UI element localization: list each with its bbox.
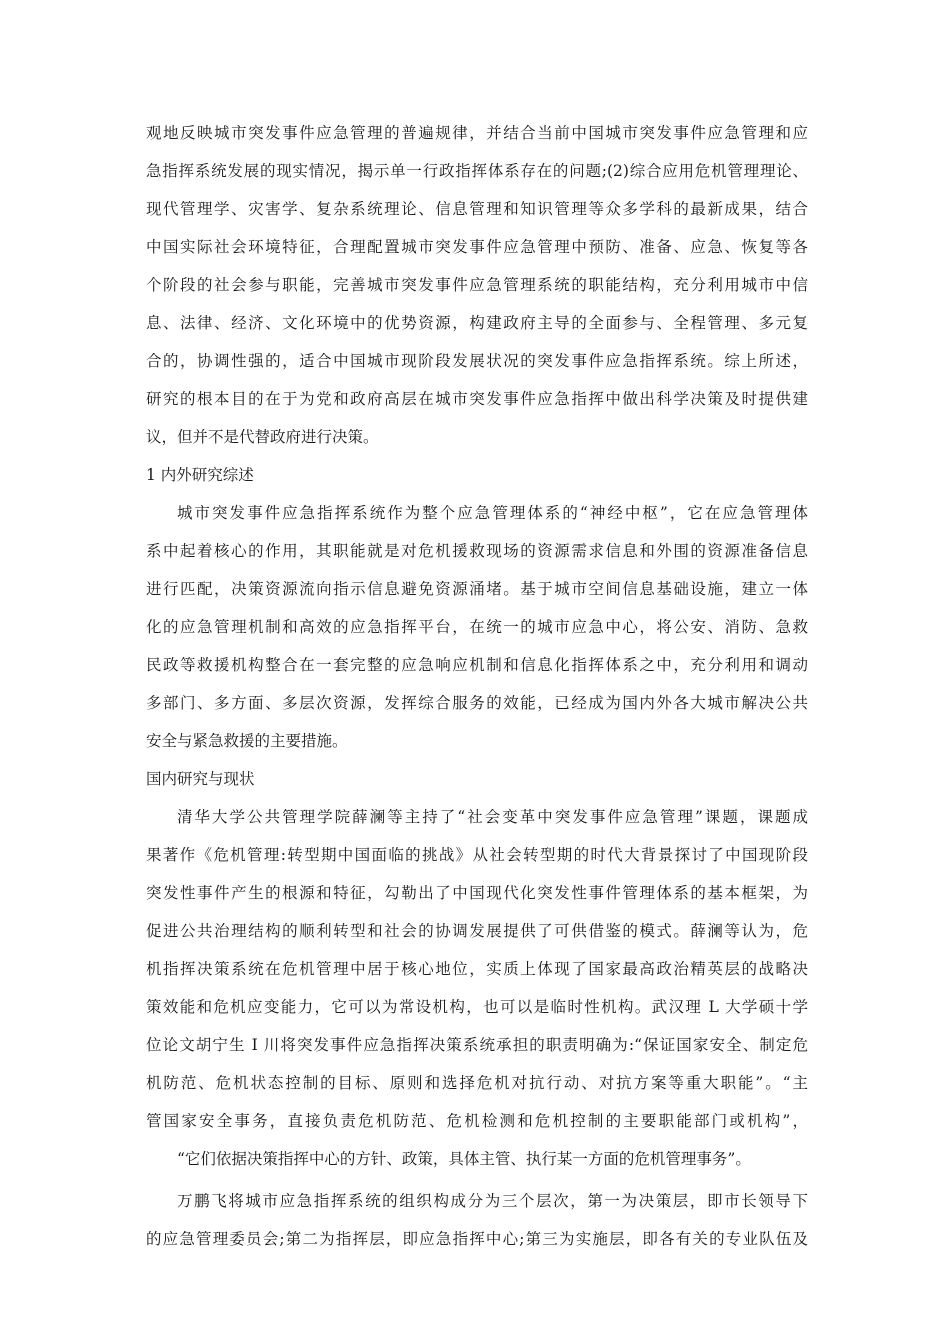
- document-body: [146, 114, 808, 1258]
- text-line: 现代管理学、灾害学、复杂系统理论、信息管理和知识管理等众多学科的最新成果，结合: [146, 200, 808, 218]
- text-line: 议，但并不是代替政府进行决策。: [146, 428, 379, 446]
- text-line: 合的，协调性强的，适合中国城市现阶段发展状况的突发事件应急指挥系统。综上所述，: [146, 352, 808, 370]
- text-line: 果著作《危机管理:转型期中国面临的挑战》从社会转型期的时代大背景探讨了中国现阶段: [146, 846, 808, 864]
- text-line: 清华大学公共管理学院薛澜等主持了“社会变革中突发事件应急管理”课题，课题成: [177, 808, 808, 826]
- text-line: 位论文胡宁生 I 川将突发事件应急指挥决策系统承担的职责明确为:“保证国家安全、制定危: [146, 1036, 808, 1054]
- text-line: 安全与紧急救援的主要措施。: [146, 732, 348, 750]
- text-line: 急指挥系统发展的现实情况，揭示单一行政指挥体系存在的问题;(2)综合应用危机管理理论、: [146, 162, 808, 180]
- text-line: 多部门、多方面、多层次资源，发挥综合服务的效能，已经成为国内外各大城市解决公共: [146, 694, 808, 712]
- text-line: 化的应急管理机制和高效的应急指挥平台，在统一的城市应急中心，将公安、消防、急救: [146, 618, 808, 636]
- text-line: 促进公共治理结构的顺利转型和社会的协调发展提供了可供借鉴的模式。薛澜等认为，危: [146, 922, 808, 940]
- text-line: 观地反映城市突发事件应急管理的普遍规律，并结合当前中国城市突发事件应急管理和应: [146, 124, 808, 142]
- text-line: 的应急管理委员会;第二为指挥层，即应急指挥中心;第三为实施层，即各有关的专业队伍及: [146, 1230, 808, 1248]
- text-line: 息、法律、经济、文化环境中的优势资源，构建政府主导的全面参与、全程管理、多元复: [146, 314, 808, 332]
- text-line: 万鹏飞将城市应急指挥系统的组织构成分为三个层次，第一为决策层，即市长领导下: [177, 1192, 808, 1210]
- paragraph-1: [146, 114, 808, 456]
- text-line: 研究的根本目的在于为党和政府高层在城市突发事件应急指挥中做出科学决策及时提供建: [146, 390, 808, 408]
- text-line: 策效能和危机应变能力，它可以为常设机构，也可以是临时性机构。武汉理 L 大学硕十学: [146, 998, 808, 1016]
- subsection-heading: 国内研究与现状: [146, 770, 255, 788]
- text-line: 机防范、危机状态控制的目标、原则和选择危机对抗行动、对抗方案等重大职能”。“主: [146, 1074, 808, 1092]
- text-line: 个阶段的社会参与职能，完善城市突发事件应急管理系统的职能结构，充分利用城市中信: [146, 276, 808, 294]
- text-line: 民政等救援机构整合在一套完整的应急响应机制和信息化指挥体系之中，充分利用和调动: [146, 656, 808, 674]
- paragraph-3: [146, 798, 808, 1178]
- text-line: 管国家安全事务，直接负责危机防范、危机检测和危机控制的主要职能部门或机构”，: [146, 1112, 808, 1130]
- paragraph-2: [146, 494, 808, 760]
- text-line: 机指挥决策系统在危机管理中居于核心地位，实质上体现了国家最高政治精英层的战略决: [146, 960, 808, 978]
- paragraph-4: [146, 1182, 808, 1258]
- text-line: 进行匹配，决策资源流向指示信息避免资源涌堵。基于城市空间信息基础设施，建立一体: [146, 580, 808, 598]
- section-heading: 1 内外研究综述: [146, 466, 254, 484]
- text-line: “它们依据决策指挥中心的方针、政策，具体主管、执行某一方面的危机管理事务”。: [177, 1150, 751, 1168]
- text-line: 突发性事件产生的根源和特征，勾勒出了中国现代化突发性事件管理体系的基本框架，为: [146, 884, 808, 902]
- text-line: 系中起着核心的作用，其职能就是对危机援救现场的资源需求信息和外围的资源准备信息: [146, 542, 808, 560]
- text-line: 城市突发事件应急指挥系统作为整个应急管理体系的“神经中枢”，它在应急管理体: [177, 504, 808, 522]
- text-line: 中国实际社会环境特征，合理配置城市突发事件应急管理中预防、准备、应急、恢复等各: [146, 238, 808, 256]
